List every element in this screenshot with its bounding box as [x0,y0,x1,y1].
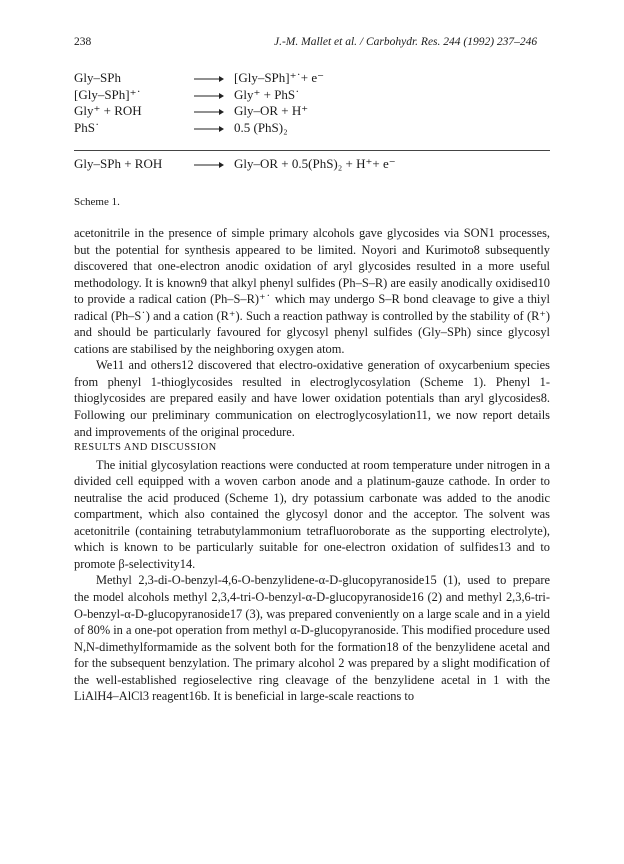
scheme-product: Gly⁺ + PhS˙ [234,86,300,102]
scheme-overall-reaction [74,156,554,173]
page-number: 238 [74,36,92,48]
scheme-product: Gly–OR + H⁺ [234,103,309,118]
reaction-scheme [74,70,554,208]
scheme-step [74,120,554,137]
scheme-caption: Scheme 1. [74,196,120,208]
overall-reactants: Gly–SPh + ROH [74,156,163,171]
scheme-reactant: PhS˙ [74,119,100,135]
article-body [74,225,550,705]
scheme-product: [Gly–SPh]⁺˙+ e⁻ [234,70,325,85]
reaction-arrow-icon [194,87,224,103]
scheme-step [74,70,554,87]
paragraph: acetonitrile in the presence of simple primary alcohols gave glycosides via SON1 processes, but the potential for synthesis appeared to be limited. Noyori and Kurimoto8 subsequently discovered that one-electron anodic oxidation of aryl glycosides resulted in a more useful methodology. It is known9 that alkyl phenyl sulfides (Ph–S–R) are easily anodically oxidised10 to provide a radical cation (Ph–S–R)⁺˙ which may undergo S–R bond cleavage to give a thiyl radical (Ph–S˙) and a cation (R⁺). Such a reaction pathway is controlled by the stability of (R⁺) and should be particularly favoured for glycosyl phenyl sulfides (Gly–SPh) since glycosyl cations are stabilised by the neighboring oxygen atom. [74,226,550,356]
paragraph: Methyl 2,3-di-O-benzyl-4,6-O-benzylidene-α-D-glucopyranoside15 (1), used to prepare the model alcohols methyl 2,3,4-tri-O-benzyl-α-D-glucopyranoside16 (2) and methyl 2,3,6-tri-O-benzyl-α-D-glucopyranoside17 (3), was prepared conveniently on a large scale and in a yield of 80% in a one-pot operation from methyl α-D-glucopyranoside. This modified procedure used N,N-dimethylformamide as the solvent both for the formation18 of the benzylidene acetal and for the subsequent benzylation. The primary alcohol 2 was prepared by a slight modification of the well-established regioselective ring cleavage of the benzylidene acetal in 1 with the LiAlH4–AlCl3 reagent16b. It is beneficial in large-scale reactions to [74,573,550,704]
section-heading: RESULTS AND DISCUSSION [74,442,217,454]
scheme-divider [74,150,550,151]
paragraph: We11 and others12 discovered that electro-oxidative generation of oxycarbenium species from phenyl 1-thioglycosides resulted in electroglycosylation (Scheme 1). Phenyl 1-thioglycosides are prepared easily and have lower oxidation potentials than aryl glycosides8. Following our preliminary communication on electroglycosylation11, we now report details and improvements of the original procedure. [74,358,550,439]
reaction-arrow-icon [194,156,224,172]
overall-products: Gly–OR + 0.5(PhS)₂ + H⁺+ e⁻ [234,156,396,171]
paragraph: The initial glycosylation reactions were conducted at room temperature under nitrogen in a divided cell equipped with a woven carbon anode and a platinum-gauze cathode. In order to neutralise the acid produced (Scheme 1), dry potassium carbonate was added to the anodic compartment, which also contained the glycosyl donor and the acceptor. The solvent was acetonitrile (containing tetrabutylammonium tetrafluoroborate as the supporting electrolyte), which is known to be particularly suitable for one-electron oxidation of sulfides13 and to promote β-selectivity14. [74,457,550,571]
scheme-reactant: Gly–SPh [74,70,121,85]
scheme-reactant: [Gly–SPh]⁺˙ [74,86,141,102]
scheme-step [74,87,554,104]
running-head: J.-M. Mallet et al. / Carbohydr. Res. 244 (1992) 237–246 [274,36,538,48]
reaction-arrow-icon [194,120,224,136]
scheme-reactant: Gly⁺ + ROH [74,103,142,118]
reaction-arrow-icon [194,103,224,119]
scheme-product: 0.5 (PhS)₂ [234,119,288,135]
reaction-arrow-icon [194,70,224,86]
scheme-step [74,103,554,120]
page-header [74,36,554,52]
